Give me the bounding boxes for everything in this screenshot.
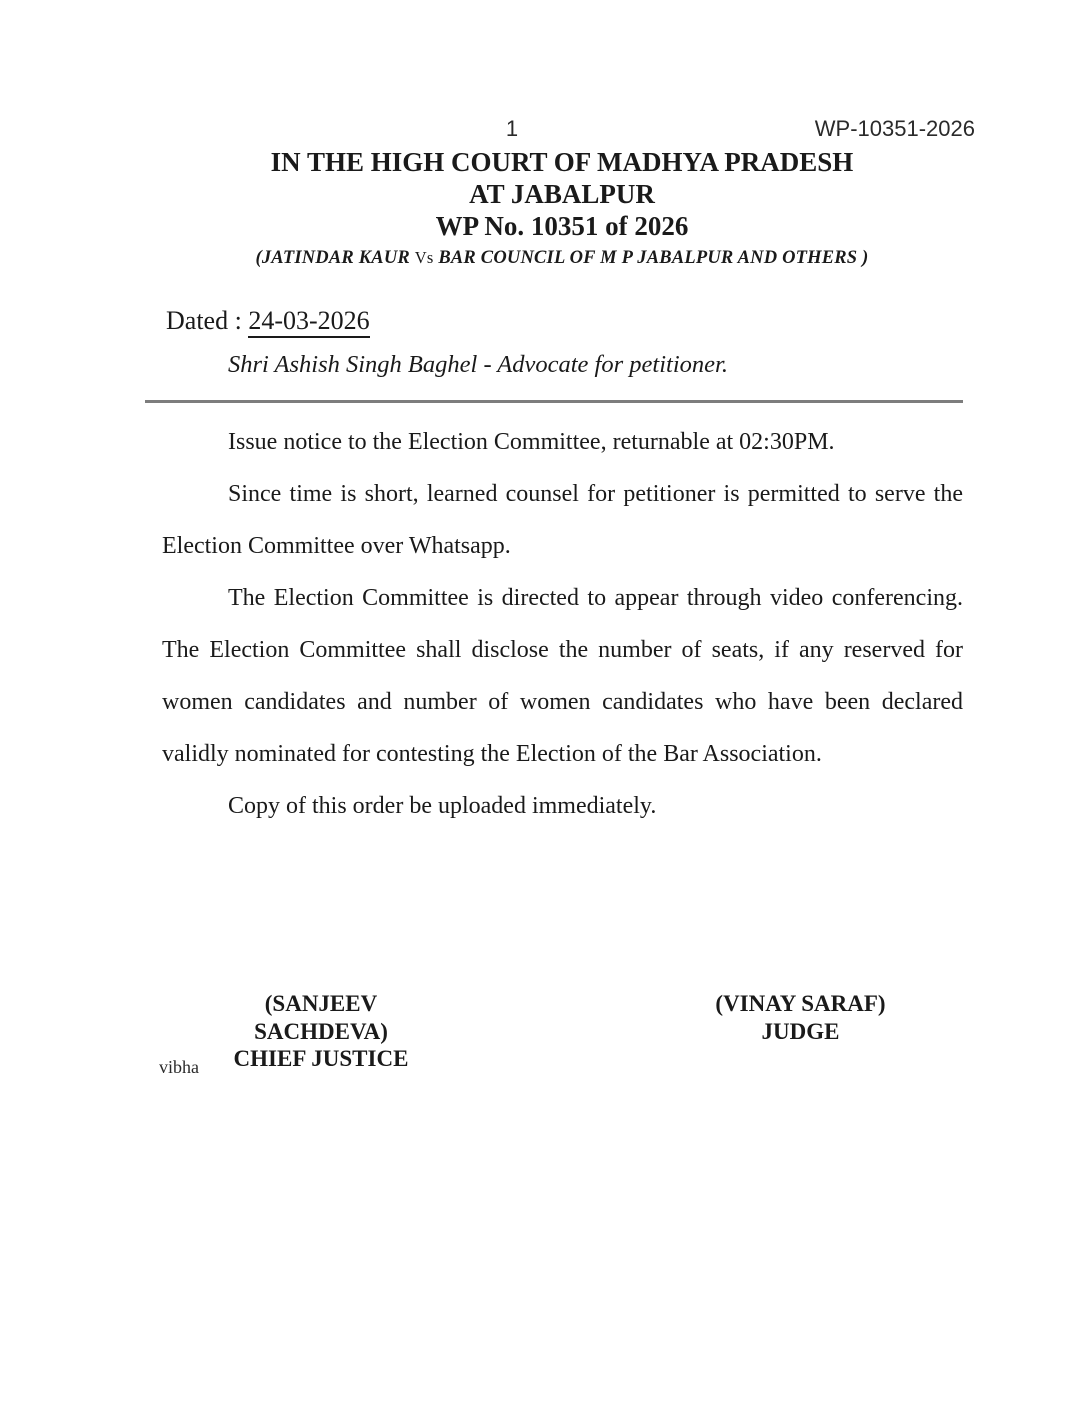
- signature-judge: [688, 990, 913, 1045]
- versus-label: Vs: [414, 248, 434, 267]
- court-location: AT JABALPUR: [469, 179, 655, 209]
- court-name: IN THE HIGH COURT OF MADHYA PRADESH: [270, 147, 854, 177]
- dated-line: [166, 305, 370, 337]
- order-paragraph-4: Copy of this order be uploaded immediately.: [228, 793, 657, 819]
- separator-line: [145, 400, 963, 403]
- case-reference: WP-10351-2026: [814, 116, 975, 141]
- running-header: [162, 116, 975, 146]
- cause-title: [162, 246, 962, 270]
- page-number: 1: [505, 116, 519, 141]
- order-paragraph-2: Since time is short, learned counsel for petitioner is permitted to serve the Election Committee over Whatsapp.: [162, 481, 963, 559]
- stenographer-initials: vibha: [159, 1057, 199, 1077]
- case-number: WP No. 10351 of 2026: [435, 211, 689, 241]
- order-paragraph-1: Issue notice to the Election Committee, returnable at 02:30PM.: [228, 429, 835, 455]
- advocate-appearance: Shri Ashish Singh Baghel - Advocate for petitioner.: [228, 351, 728, 378]
- dated-label: Dated :: [166, 306, 249, 335]
- order-paragraph-3: The Election Committee is directed to appear through video conferencing. The Election Committee shall disclose the number of seats, if any reserved for women candidates and number of women candidates who have been declared validly nominated for contesting the Election of the Bar Association.: [162, 585, 963, 767]
- order-body: [162, 416, 963, 832]
- signature-chief-justice: [196, 990, 446, 1073]
- judge-name: (SANJEEV SACHDEVA): [254, 991, 388, 1044]
- title-block: [162, 146, 962, 270]
- cause-title-petitioner: (JATINDAR KAUR: [255, 248, 415, 268]
- judge-name: (VINAY SARAF): [715, 991, 886, 1016]
- judge-title: JUDGE: [761, 1018, 840, 1044]
- cause-title-respondent: BAR COUNCIL OF M P JABALPUR AND OTHERS ): [433, 248, 869, 268]
- order-date: 24-03-2026: [248, 306, 369, 338]
- judge-title: CHIEF JUSTICE: [233, 1046, 409, 1071]
